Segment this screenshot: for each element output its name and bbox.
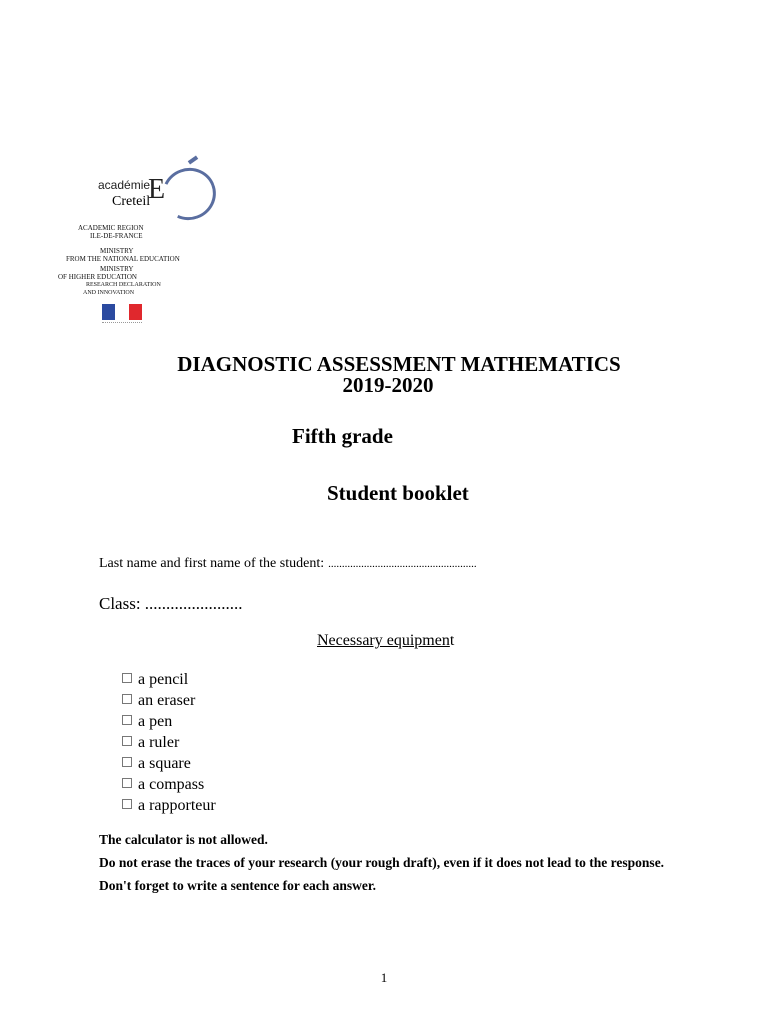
equipment-heading-underlined: Necessary equipmen (317, 632, 450, 649)
logo-line: ACADEMIC REGION (78, 224, 144, 232)
checkbox-icon[interactable] (122, 778, 132, 788)
logo-line: ILE-DE-FRANCE (90, 232, 143, 240)
equipment-item-label: a pencil (138, 671, 189, 688)
list-item (122, 711, 216, 732)
document-title: DIAGNOSTIC ASSESSMENT MATHEMATICS (177, 352, 621, 376)
booklet-heading: Student booklet (327, 481, 469, 505)
logo-letter-e: E (148, 174, 166, 205)
student-name-dots: ...................................................... (328, 558, 477, 570)
equipment-item-label: a compass (138, 776, 205, 793)
flag-blue-band (102, 304, 115, 320)
equipment-item-label: a square (138, 755, 191, 772)
equipment-heading-rest: t (449, 632, 455, 649)
logo-creteil-text: Creteil (112, 194, 151, 209)
equipment-item-label: a rapporteur (138, 797, 216, 814)
flag-red-band (129, 304, 142, 320)
logo-line: MINISTRY (100, 265, 134, 273)
logo-accent-mark (188, 155, 198, 164)
list-item (122, 795, 216, 816)
list-item (122, 669, 216, 690)
equipment-list (122, 669, 216, 816)
flag-caption (102, 322, 142, 327)
logo-line: FROM THE NATIONAL EDUCATION (66, 255, 180, 263)
academie-logo (30, 140, 210, 330)
logo-line: AND INNOVATION (83, 290, 135, 296)
checkbox-icon[interactable] (122, 673, 132, 683)
instruction-note: Do not erase the traces of your research (your rough draft), even if it does not lead to the response. (99, 855, 665, 870)
instruction-note: Don't forget to write a sentence for each answer. (99, 878, 377, 893)
logo-line: RESEARCH DECLARATION (86, 282, 161, 288)
logo-line: MINISTRY (100, 247, 134, 255)
school-year: 2019-2020 (342, 373, 434, 397)
checkbox-icon[interactable] (122, 799, 132, 809)
instruction-note: The calculator is not allowed. (99, 832, 268, 847)
checkbox-icon[interactable] (122, 736, 132, 746)
flag-white-band (115, 304, 128, 320)
student-name-field[interactable] (99, 556, 477, 572)
checkbox-icon[interactable] (122, 694, 132, 704)
french-flag-icon (102, 304, 142, 320)
checkbox-icon[interactable] (122, 757, 132, 767)
page-number: 1 (380, 970, 388, 985)
list-item (122, 774, 216, 795)
checkbox-icon[interactable] (122, 715, 132, 725)
equipment-item-label: an eraser (138, 692, 196, 709)
equipment-item-label: a pen (138, 713, 173, 730)
student-name-label: Last name and first name of the student: (99, 556, 325, 571)
equipment-item-label: a ruler (138, 734, 180, 751)
logo-academie-text: académie (98, 178, 151, 192)
equipment-heading (317, 632, 454, 650)
instructions (99, 831, 698, 900)
list-item (122, 690, 216, 711)
list-item (122, 753, 216, 774)
class-field[interactable]: Class: ....................... (99, 594, 243, 613)
logo-line: OF HIGHER EDUCATION (58, 273, 137, 281)
list-item (122, 732, 216, 753)
grade-heading: Fifth grade (292, 424, 393, 448)
